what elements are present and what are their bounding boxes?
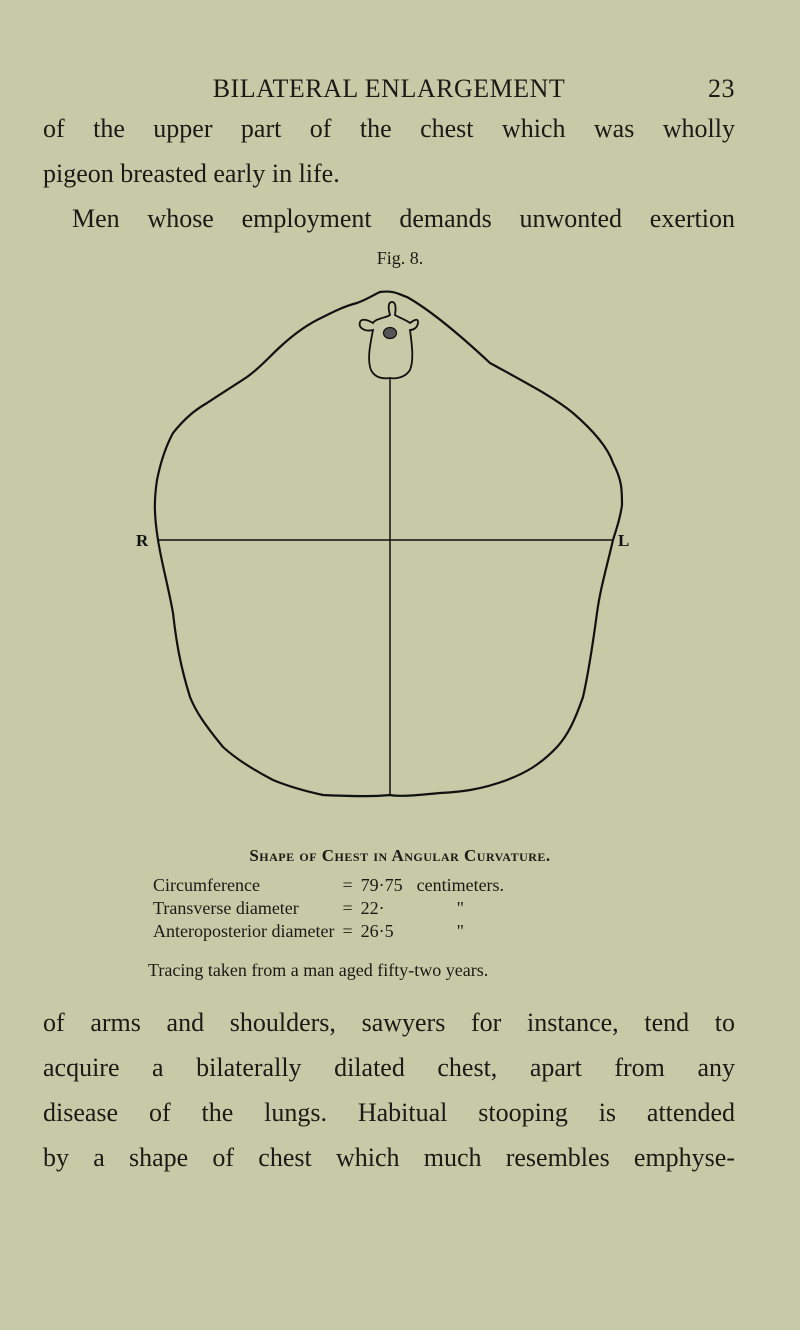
figure-caption-title: Shape of Chest in Angular Curvature.: [249, 846, 551, 865]
text-line: of arms and shoulders, sawyers for instance, tend to: [43, 1008, 735, 1037]
spinal-canal: [384, 328, 397, 339]
measurement-name: Transverse diameter: [153, 898, 299, 918]
measurement-unit: ": [456, 898, 464, 918]
text-line: by a shape of chest which much resembles emphyse-: [43, 1143, 735, 1172]
left-side-label: L: [618, 531, 630, 550]
text-line: pigeon breasted early in life.: [43, 159, 340, 188]
running-title: BILATERAL ENLARGEMENT: [212, 74, 566, 103]
measurement-unit: centimeters.: [416, 875, 505, 895]
measurement-value: 79·75: [360, 875, 403, 895]
measurement-unit: ": [456, 921, 464, 941]
vertebra-outline: [360, 302, 418, 378]
measurement-value: 22·: [360, 898, 385, 918]
measurement-name: Circumference: [153, 875, 260, 895]
measurement-eq: =: [342, 875, 353, 895]
chest-outline: [155, 292, 622, 797]
measurement-name: Anteroposterior diameter: [153, 921, 335, 941]
text-line: acquire a bilaterally dilated chest, apart from any: [43, 1053, 735, 1082]
figure-note: Tracing taken from a man aged fifty-two years.: [148, 960, 489, 980]
text-line: of the upper part of the chest which was wholly: [43, 114, 735, 143]
figure-label: Fig. 8.: [376, 248, 424, 268]
text-line: disease of the lungs. Habitual stooping is attended: [43, 1098, 735, 1127]
measurement-value: 26·5: [360, 921, 394, 941]
right-side-label: R: [136, 531, 149, 550]
measurements-table: [153, 874, 504, 942]
measurement-eq: =: [342, 921, 353, 941]
page-number: 23: [708, 74, 735, 103]
text-line: Men whose employment demands unwonted exertion: [72, 204, 735, 233]
measurement-eq: =: [342, 898, 353, 918]
